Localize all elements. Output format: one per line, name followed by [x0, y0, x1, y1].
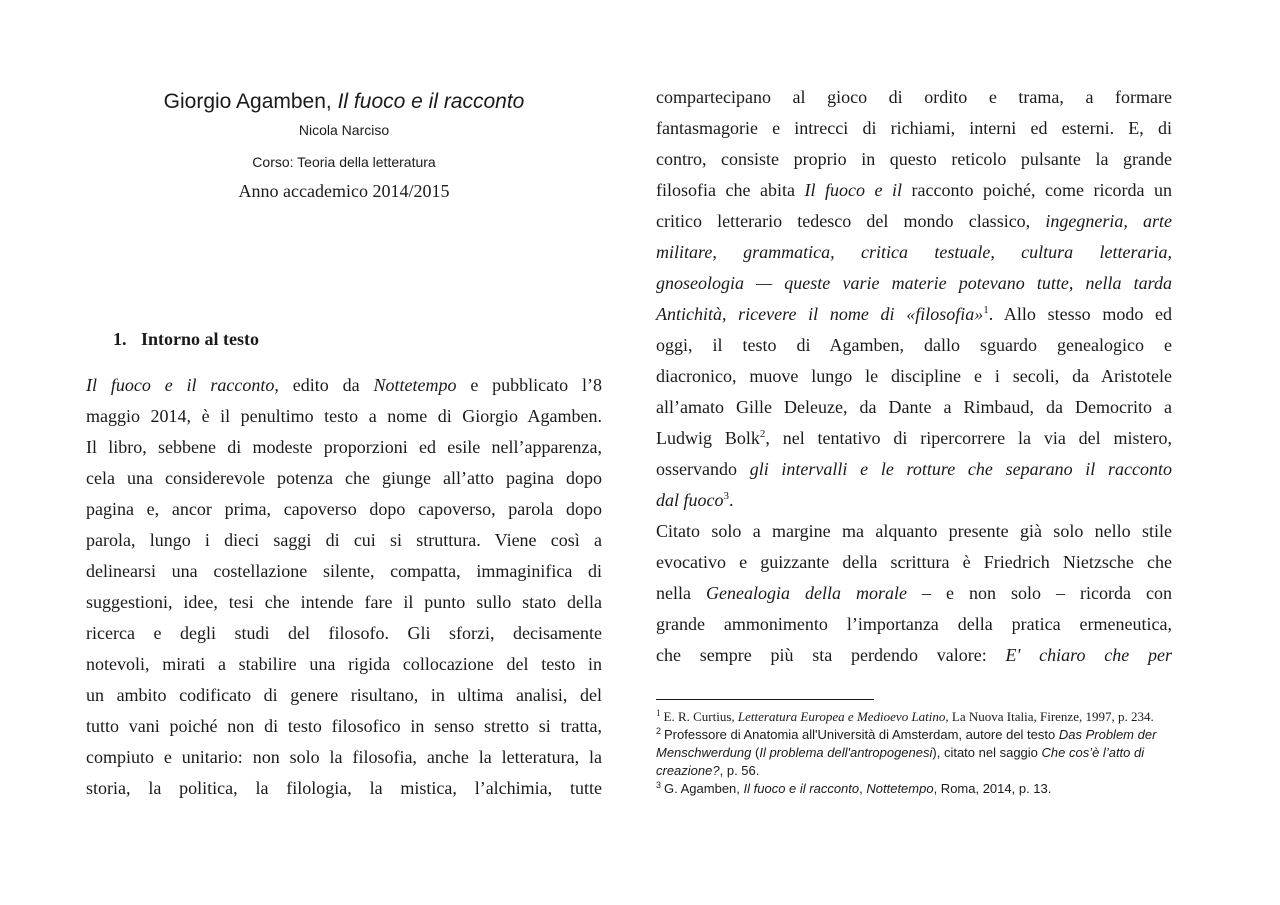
- text-line: [656, 330, 1172, 361]
- italic-text: E' chiaro che per: [1005, 645, 1172, 665]
- text-run: all’amato Gille Deleuze, da Dante a Rimbaud, da Democrito a: [656, 397, 1172, 417]
- italic-text: gnoseologia — queste varie materie potevano tutte, nella tarda: [656, 273, 1172, 293]
- left-column-text: [86, 370, 602, 804]
- text-run: , nel tentativo di ripercorrere la via del mistero,: [765, 428, 1172, 448]
- text-run: , Roma, 2014, p. 13.: [933, 781, 1052, 796]
- text-line: [86, 711, 602, 742]
- text-line: [656, 268, 1172, 299]
- footnote-ref: 1: [983, 304, 989, 316]
- text-run: (: [751, 745, 760, 760]
- text-line: [86, 556, 602, 587]
- academic-year: Anno accademico 2014/2015: [238, 181, 450, 201]
- text-line: [656, 237, 1172, 268]
- text-run: osservando: [656, 459, 750, 479]
- text-line: [656, 361, 1172, 392]
- text-run: tutto vani poiché non di testo filosofico in senso stretto si tratta,: [86, 716, 602, 736]
- footnote-3: [656, 780, 1176, 798]
- text-run: – e non solo – ricorda con: [906, 583, 1173, 603]
- italic-text: gli intervalli e le rotture che separano il racconto: [749, 459, 1172, 479]
- text-line: [656, 206, 1172, 237]
- text-run: E. R. Curtius,: [663, 709, 738, 724]
- text-run: contro, consiste proprio in questo reticolo pulsante la grande: [656, 149, 1172, 169]
- text-line: [656, 423, 1172, 454]
- footnote-separator: [656, 699, 874, 700]
- text-line: [86, 432, 602, 463]
- section-number: 1.: [113, 329, 127, 349]
- text-run: che sempre più sta perdendo valore:: [656, 645, 1006, 665]
- text-run: e pubblicato l’8: [456, 375, 603, 395]
- text-line: [86, 525, 602, 556]
- text-line: [656, 175, 1172, 206]
- text-run: maggio 2014, è il penultimo testo a nome di Giorgio Agamben.: [86, 406, 602, 426]
- text-line: [656, 516, 1172, 547]
- text-run: ), citato nel saggio: [932, 745, 1042, 760]
- italic-text: Letteratura Europea e Medioevo Latino: [737, 709, 946, 724]
- section-heading: [113, 326, 259, 352]
- text-run: . Allo stesso modo ed: [988, 304, 1172, 324]
- text-line: [656, 82, 1172, 113]
- text-run: suggestioni, idee, tesi che intende fare il punto sullo stato della: [86, 592, 602, 612]
- footnote-2: [656, 726, 1176, 780]
- italic-text: Il problema dell'antropogenesi: [759, 745, 933, 760]
- text-line: [86, 370, 602, 401]
- title-block: [86, 86, 602, 203]
- footnote-number: 1: [656, 707, 661, 718]
- title-book: Il fuoco e il racconto: [337, 90, 525, 113]
- text-run: storia, la politica, la filologia, la mistica, l’alchimia, tutte: [86, 778, 602, 798]
- text-line: [86, 742, 602, 773]
- text-line: [86, 773, 602, 804]
- text-run: , p. 56.: [719, 763, 760, 778]
- footnote-ref: 3: [723, 490, 729, 502]
- text-line: [656, 547, 1172, 578]
- footnote-ref: 2: [759, 428, 766, 440]
- text-line: [656, 485, 1172, 516]
- text-run: parola, lungo i dieci saggi di cui si struttura. Viene così a: [86, 530, 602, 550]
- text-run: oggi, il testo di Agamben, dallo sguardo genealogico e: [656, 335, 1172, 355]
- italic-text: Che cos’è l’atto di creazione?: [656, 745, 1145, 778]
- text-run: compartecipano al gioco di ordito e trama, a formare: [656, 87, 1172, 107]
- text-line: [656, 392, 1172, 423]
- text-line: [656, 578, 1172, 609]
- text-run: un ambito codificato di genere risultano, in ultima analisi, del: [86, 685, 602, 705]
- footnotes: [656, 708, 1176, 798]
- footnote-1: [656, 708, 1176, 726]
- text-run: nella: [656, 583, 706, 603]
- text-run: compiuto e unitario: non solo la filosofia, anche la letteratura, la: [86, 747, 602, 767]
- italic-text: ingegneria, arte: [1045, 211, 1173, 231]
- right-column-text: [656, 82, 1172, 671]
- text-line: [656, 144, 1172, 175]
- text-run: diacronico, muove lungo le discipline e i secoli, da Aristotele: [656, 366, 1172, 386]
- footnote-number: 3: [656, 779, 662, 790]
- text-run: G. Agamben,: [664, 781, 744, 796]
- italic-text: militare, grammatica, critica testuale, cultura letteraria,: [656, 242, 1172, 262]
- text-run: critico letterario tedesco del mondo classico,: [656, 211, 1046, 231]
- text-line: [86, 401, 602, 432]
- text-line: [86, 618, 602, 649]
- text-run: racconto poiché, come ricorda un: [902, 180, 1172, 200]
- italic-text: dal fuoco: [656, 490, 724, 510]
- student-name: Nicola Narciso: [298, 122, 390, 138]
- text-line: [86, 649, 602, 680]
- italic-text: Il fuoco e il racconto: [743, 781, 860, 796]
- text-run: fantasmagorie e intrecci di richiami, interni ed esterni. E, di: [656, 118, 1172, 138]
- text-line: [86, 680, 602, 711]
- text-run: pagina e, ancor prima, capoverso dopo capoverso, parola dopo: [86, 499, 602, 519]
- text-run: .: [729, 490, 734, 510]
- text-line: [86, 587, 602, 618]
- italic-text: Il fuoco e il: [804, 180, 903, 200]
- text-run: ricerca e degli studi del filosofo. Gli sforzi, decisamente: [86, 623, 602, 643]
- text-run: , edito da: [274, 375, 374, 395]
- text-run: delinearsi una costellazione silente, compatta, immaginifica di: [86, 561, 602, 581]
- text-line: [656, 299, 1172, 330]
- italic-text: Genealogia della morale: [706, 583, 907, 603]
- title-author: Giorgio Agamben,: [163, 90, 332, 113]
- text-run: , La Nuova Italia, Firenze, 1997, p. 234.: [945, 709, 1154, 724]
- text-line: [656, 609, 1172, 640]
- text-line: [86, 494, 602, 525]
- italic-text: Il fuoco e il racconto: [86, 375, 275, 395]
- course-name: Corso: Teoria della letteratura: [252, 154, 436, 170]
- text-run: evocativo e guizzante della scrittura è Friedrich Nietzsche che: [656, 552, 1172, 572]
- text-line: [86, 463, 602, 494]
- italic-text: Nottetempo: [866, 781, 934, 796]
- italic-text: Das Problem der Menschwerdung: [656, 727, 1157, 760]
- footnote-number: 2: [656, 725, 662, 736]
- text-run: ,: [859, 781, 867, 796]
- text-run: Ludwig Bolk: [656, 428, 760, 448]
- text-line: [656, 454, 1172, 485]
- italic-text: Antichità, ricevere il nome di «filosofia»: [656, 304, 984, 324]
- text-run: notevoli, mirati a stabilire una rigida collocazione del testo in: [86, 654, 602, 674]
- text-run: Professore di Anatomia all'Università di Amsterdam, autore del testo: [664, 727, 1059, 742]
- text-run: filosofia che abita: [656, 180, 805, 200]
- text-run: Il libro, sebbene di modeste proporzioni ed esile nell’apparenza,: [86, 437, 602, 457]
- document-title: [86, 86, 602, 118]
- italic-text: Nottetempo: [373, 375, 457, 395]
- text-line: [656, 640, 1172, 671]
- text-run: grande ammonimento l’importanza della pratica ermeneutica,: [656, 614, 1172, 634]
- section-title: Intorno al testo: [141, 329, 259, 349]
- text-run: Citato solo a margine ma alquanto presente già solo nello stile: [656, 521, 1172, 541]
- text-run: cela una considerevole potenza che giunge all’atto pagina dopo: [86, 468, 602, 488]
- text-line: [656, 113, 1172, 144]
